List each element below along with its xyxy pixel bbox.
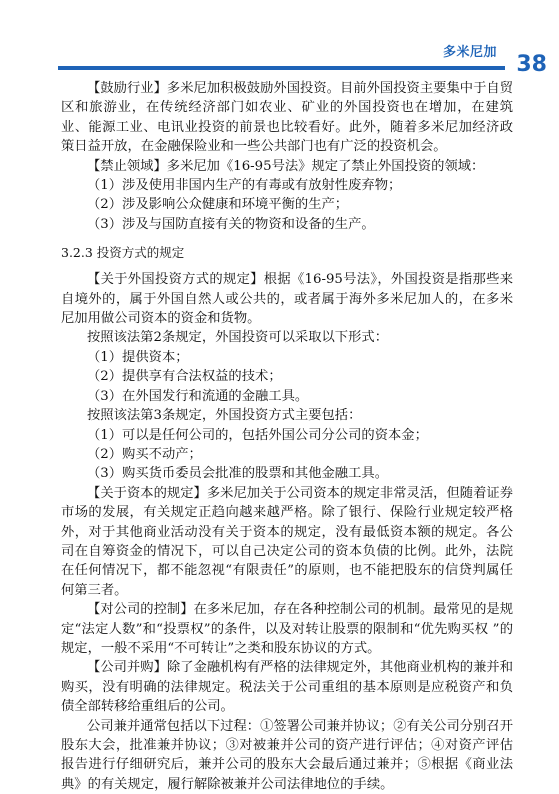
list-item: （1）可以是任何公司的，包括外国公司分公司的资本金； <box>87 427 428 443</box>
paragraph-article-2: 按照该法第2条规定，外国投资可以采取以下形式： <box>87 330 388 346</box>
header-divider <box>58 66 505 70</box>
paragraph-merger-process: 公司兼并通常包括以下过程：①签署公司兼并协议；②有关公司分别召开股东大会，批准兼并协议；③对被兼并公司的资产进行评估；④对资产评估报告进行仔细研究后，兼并公司的股东大会最后通过兼并；⑤根据《商业法典》的有关规定，履行解除被兼并公司法律地位的手续。 <box>61 718 513 792</box>
list-item: （1）涉及使用非国内生产的有毒或有放射性废弃物； <box>87 178 402 194</box>
section-heading: 3.2.3 投资方式的规定 <box>61 245 185 261</box>
list-item: （3）在外国发行和流通的金融工具。 <box>87 388 309 404</box>
paragraph-capital-rules: 【关于资本的规定】多米尼加关于公司资本的规定非常灵活，但随着证券市场的发展，有关规定正趋向越来越严格。除了银行、保险行业规定较严格外，对于其他商业活动没有关于资本的规定，没有最低资本额的规定。各公司在自筹资金的情况下，可以自己决定公司的资本负债的比例。此外，法院在任何情况下，都不能忽视“有限责任”的原则，也不能把股东的信贷判属任何第三者。 <box>61 485 513 598</box>
paragraph-investment-methods: 【关于外国投资方式的规定】根据《16-95号法》，外国投资是指那些来自境外的，属于外国自然人或公共的，或者属于海外多米尼加人的，在多米尼加用做公司资本的资金和货物。 <box>61 272 513 327</box>
list-item: （3）涉及与国防直接有关的物资和设备的生产。 <box>87 216 375 232</box>
running-title: 多米尼加 <box>442 45 497 60</box>
paragraph-article-3: 按照该法第3条规定，外国投资方式主要包括： <box>87 408 362 424</box>
paragraph-encouraged-industries: 【鼓励行业】多米尼加积极鼓励外国投资。目前外国投资主要集中于自贸区和旅游业，在传统经济部门如农业、矿业的外国投资也在增加，在建筑业、能源工业、电讯业投资的前景也比较看好。此外，随着多米尼加经济政策日益开放，在金融保险业和一些公共部门也有广泛的投资机会。 <box>61 81 513 155</box>
page-number: 38 <box>516 52 547 77</box>
paragraph-mergers: 【公司并购】除了金融机构有严格的法律规定外，其他商业机构的兼并和购买，没有明确的法律规定。税法关于公司重组的基本原则是应税资产和负债全部转移给重组后的公司。 <box>61 660 513 715</box>
list-item: （2）购买不动产； <box>87 446 202 462</box>
list-item: （3）购买货币委员会批准的股票和其他金融工具。 <box>87 466 388 482</box>
paragraph-prohibited-fields: 【禁止领域】多米尼加《16-95号法》规定了禁止外国投资的领域： <box>87 158 485 174</box>
list-item: （2）提供享有合法权益的技术； <box>87 369 282 385</box>
page-header <box>0 0 559 90</box>
paragraph-company-control: 【对公司的控制】在多米尼加，存在各种控制公司的机制。最常见的是规定“法定人数”和“投票权”的条件，以及对转让股票的限制和“优先购买权 ”的规定，一般不采用“不可转让”之类和股东协议的方式。 <box>61 602 513 656</box>
document-body <box>61 79 513 794</box>
list-item: （1）提供资本； <box>87 349 189 365</box>
list-item: （2）涉及影响公众健康和环境平衡的生产； <box>87 197 349 213</box>
